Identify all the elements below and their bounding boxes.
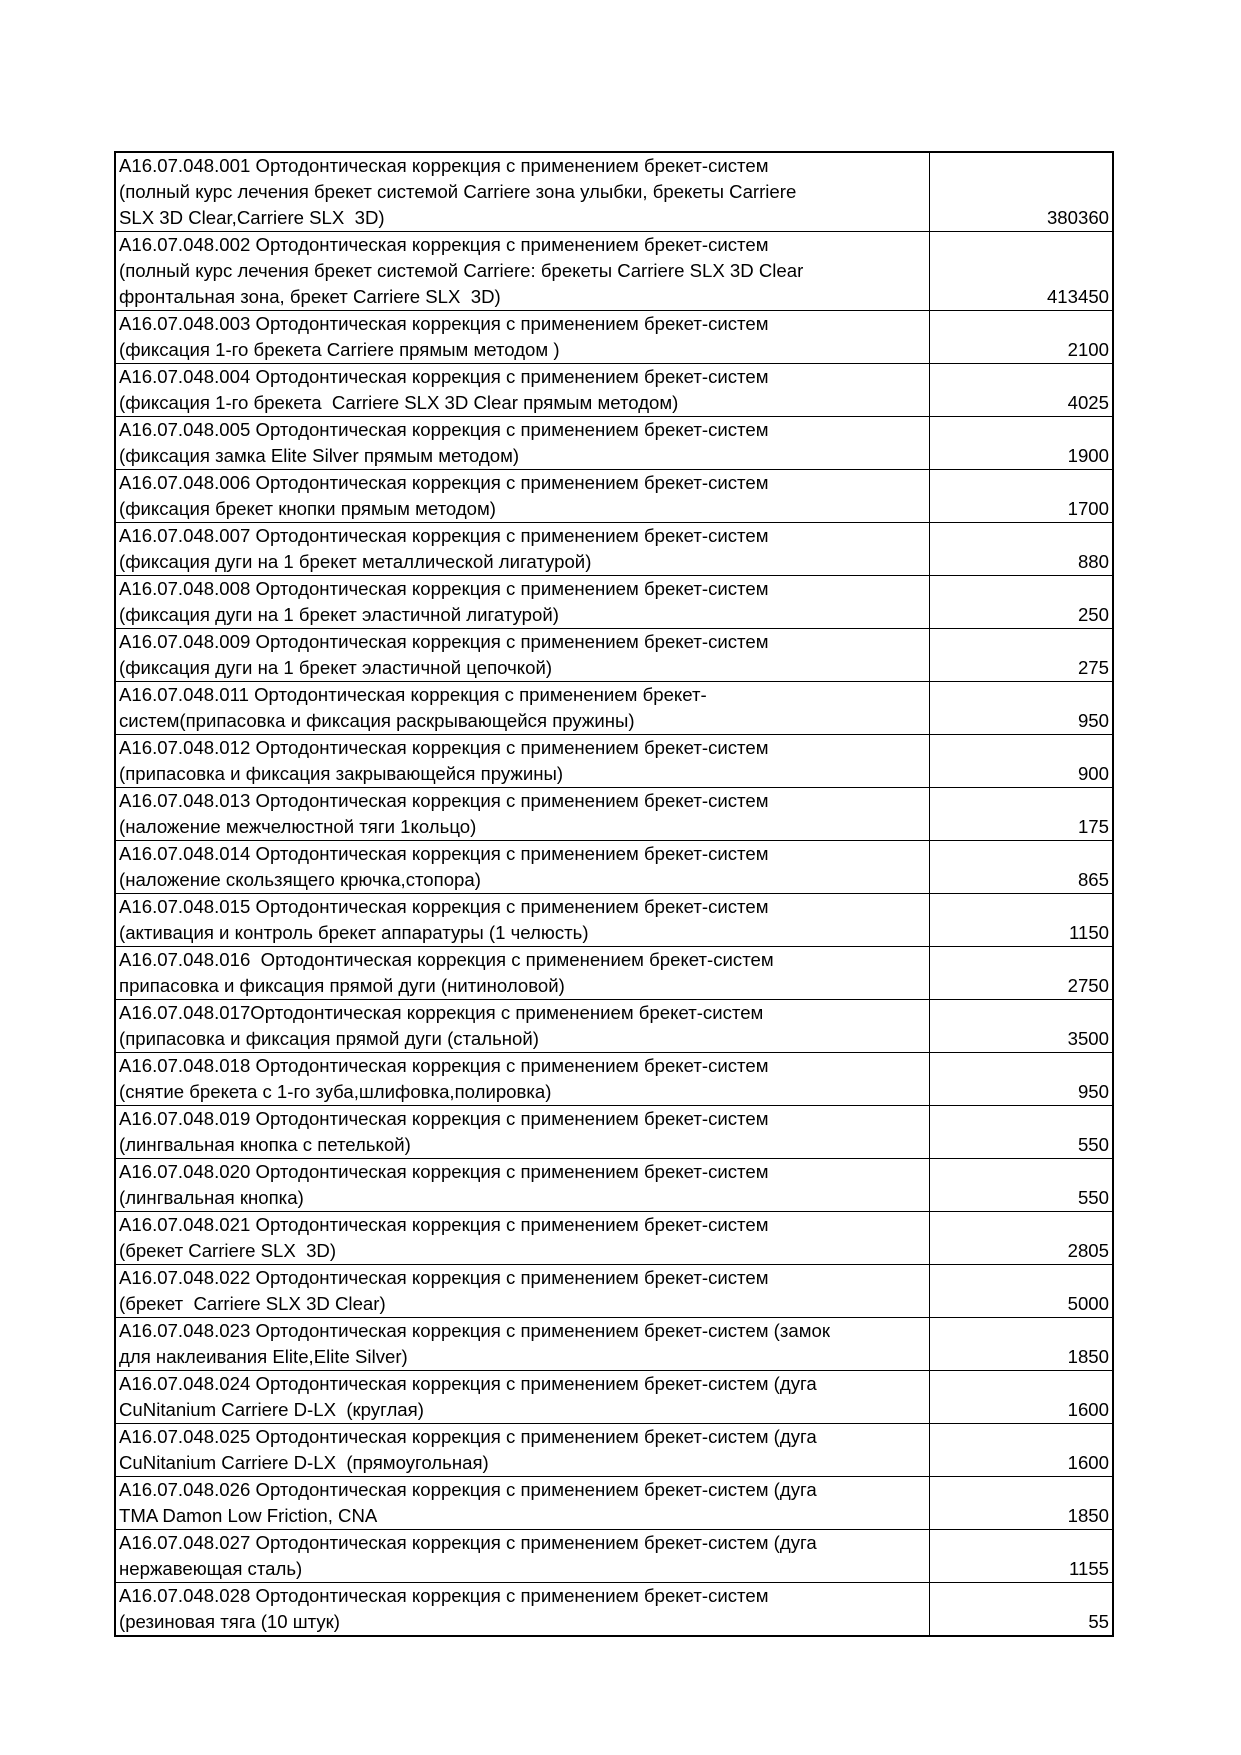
service-description-line: припасовка и фиксация прямой дуги (нитиноловой) — [119, 975, 565, 996]
service-description-line: CuNitanium Carriere D-LX (прямоугольная) — [119, 1452, 489, 1473]
service-description-line: А16.07.048.028 Ортодонтическая коррекция с применением брекет-систем — [119, 1585, 769, 1606]
service-price: 1850 — [930, 1318, 1114, 1371]
service-description-line: TMA Damon Low Friction, CNA — [119, 1505, 378, 1526]
service-description-line: А16.07.048.002 Ортодонтическая коррекция с применением брекет-систем — [119, 234, 769, 255]
service-price: 2750 — [930, 947, 1114, 1000]
service-description — [115, 152, 930, 232]
service-description-line: (снятие брекета с 1-го зуба,шлифовка,полировка) — [119, 1081, 552, 1102]
table-row — [115, 1159, 1113, 1212]
service-description-line: А16.07.048.017Ортодонтическая коррекция с применением брекет-систем — [119, 1002, 764, 1023]
service-description-line: А16.07.048.018 Ортодонтическая коррекция с применением брекет-систем — [119, 1055, 769, 1076]
service-price: 5000 — [930, 1265, 1114, 1318]
service-price: 250 — [930, 576, 1114, 629]
service-description-line: (припасовка и фиксация прямой дуги (стальной) — [119, 1028, 539, 1049]
service-description-line: (брекет Carriere SLX 3D Clear) — [119, 1293, 386, 1314]
service-price: 1150 — [930, 894, 1114, 947]
service-description-line: А16.07.048.022 Ортодонтическая коррекция с применением брекет-систем — [119, 1267, 769, 1288]
table-row — [115, 1000, 1113, 1053]
table-row — [115, 629, 1113, 682]
service-price: 550 — [930, 1106, 1114, 1159]
service-price: 2805 — [930, 1212, 1114, 1265]
service-price: 275 — [930, 629, 1114, 682]
service-description — [115, 576, 930, 629]
service-price: 1600 — [930, 1371, 1114, 1424]
service-description — [115, 1371, 930, 1424]
table-row — [115, 576, 1113, 629]
service-price: 3500 — [930, 1000, 1114, 1053]
service-description-line: А16.07.048.003 Ортодонтическая коррекция с применением брекет-систем — [119, 313, 769, 334]
service-price: 950 — [930, 682, 1114, 735]
service-price: 1850 — [930, 1477, 1114, 1530]
service-description-line: (фиксация замка Elite Silver прямым методом) — [119, 445, 520, 466]
price-table — [114, 151, 1114, 1637]
service-description-line: А16.07.048.013 Ортодонтическая коррекция с применением брекет-систем — [119, 790, 769, 811]
service-description — [115, 470, 930, 523]
service-description-line: систем(припасовка и фиксация раскрывающейся пружины) — [119, 710, 635, 731]
service-description — [115, 364, 930, 417]
service-description — [115, 682, 930, 735]
service-description — [115, 1106, 930, 1159]
table-row — [115, 523, 1113, 576]
service-description — [115, 1530, 930, 1583]
service-description-line: (наложение межчелюстной тяги 1кольцо) — [119, 816, 477, 837]
service-price: 413450 — [930, 232, 1114, 311]
service-price: 2100 — [930, 311, 1114, 364]
service-description-line: SLX 3D Clear,Carriere SLX 3D) — [119, 207, 385, 228]
service-price: 865 — [930, 841, 1114, 894]
table-row — [115, 470, 1113, 523]
service-description — [115, 232, 930, 311]
table-row — [115, 311, 1113, 364]
service-price: 1600 — [930, 1424, 1114, 1477]
table-row — [115, 1530, 1113, 1583]
table-row — [115, 417, 1113, 470]
service-description — [115, 1000, 930, 1053]
service-description-line: А16.07.048.006 Ортодонтическая коррекция с применением брекет-систем — [119, 472, 769, 493]
service-description-line: А16.07.048.014 Ортодонтическая коррекция с применением брекет-систем — [119, 843, 769, 864]
service-description-line: А16.07.048.021 Ортодонтическая коррекция с применением брекет-систем — [119, 1214, 769, 1235]
table-row — [115, 788, 1113, 841]
service-description-line: (фиксация дуги на 1 брекет металлической лигатурой) — [119, 551, 592, 572]
service-price: 380360 — [930, 152, 1114, 232]
service-description — [115, 894, 930, 947]
price-table-body — [115, 152, 1113, 1636]
service-description-line: А16.07.048.011 Ортодонтическая коррекция с применением брекет- — [119, 684, 707, 705]
service-description — [115, 417, 930, 470]
table-row — [115, 735, 1113, 788]
table-row — [115, 1424, 1113, 1477]
service-description — [115, 523, 930, 576]
table-row — [115, 947, 1113, 1000]
service-description-line: А16.07.048.016 Ортодонтическая коррекция с применением брекет-систем — [119, 949, 774, 970]
service-description-line: А16.07.048.001 Ортодонтическая коррекция с применением брекет-систем — [119, 155, 769, 176]
table-row — [115, 1053, 1113, 1106]
service-description-line: (резиновая тяга (10 штук) — [119, 1611, 341, 1632]
service-price: 900 — [930, 735, 1114, 788]
service-price: 175 — [930, 788, 1114, 841]
service-description — [115, 311, 930, 364]
service-description — [115, 735, 930, 788]
service-description-line: для наклеивания Elite,Elite Silver) — [119, 1346, 408, 1367]
table-row — [115, 841, 1113, 894]
service-price: 550 — [930, 1159, 1114, 1212]
service-description — [115, 1265, 930, 1318]
service-price: 1155 — [930, 1530, 1114, 1583]
service-description-line: А16.07.048.023 Ортодонтическая коррекция с применением брекет-систем (замок — [119, 1320, 830, 1341]
table-row — [115, 364, 1113, 417]
service-price: 880 — [930, 523, 1114, 576]
service-description-line: (лингвальная кнопка) — [119, 1187, 304, 1208]
service-price: 55 — [930, 1583, 1114, 1637]
service-description — [115, 1318, 930, 1371]
service-description-line: (фиксация брекет кнопки прямым методом) — [119, 498, 496, 519]
service-description-line: (наложение скользящего крючка,стопора) — [119, 869, 481, 890]
service-description-line: (лингвальная кнопка с петелькой) — [119, 1134, 411, 1155]
service-description-line: А16.07.048.020 Ортодонтическая коррекция с применением брекет-систем — [119, 1161, 769, 1182]
service-price: 4025 — [930, 364, 1114, 417]
service-description-line: (полный курс лечения брекет системой Carriere: брекеты Carriere SLX 3D Clear — [119, 260, 804, 281]
service-description-line: А16.07.048.009 Ортодонтическая коррекция с применением брекет-систем — [119, 631, 769, 652]
service-price: 950 — [930, 1053, 1114, 1106]
table-row — [115, 1371, 1113, 1424]
service-description-line: А16.07.048.024 Ортодонтическая коррекция с применением брекет-систем (дуга — [119, 1373, 817, 1394]
table-row — [115, 1106, 1113, 1159]
service-description-line: нержавеющая сталь) — [119, 1558, 303, 1579]
service-price: 1700 — [930, 470, 1114, 523]
service-description — [115, 1159, 930, 1212]
service-description-line: А16.07.048.026 Ортодонтическая коррекция с применением брекет-систем (дуга — [119, 1479, 817, 1500]
service-price: 1900 — [930, 417, 1114, 470]
service-description — [115, 1583, 930, 1637]
service-description-line: А16.07.048.027 Ортодонтическая коррекция с применением брекет-систем (дуга — [119, 1532, 817, 1553]
service-description-line: А16.07.048.015 Ортодонтическая коррекция с применением брекет-систем — [119, 896, 769, 917]
table-row — [115, 1265, 1113, 1318]
service-description-line: А16.07.048.007 Ортодонтическая коррекция с применением брекет-систем — [119, 525, 769, 546]
service-description-line: А16.07.048.025 Ортодонтическая коррекция с применением брекет-систем (дуга — [119, 1426, 817, 1447]
service-description-line: А16.07.048.012 Ортодонтическая коррекция с применением брекет-систем — [119, 737, 769, 758]
service-description — [115, 1053, 930, 1106]
service-description-line: (активация и контроль брекет аппаратуры (1 челюсть) — [119, 922, 589, 943]
service-description-line: (припасовка и фиксация закрывающейся пружины) — [119, 763, 564, 784]
service-description-line: (полный курс лечения брекет системой Carriere зона улыбки, брекеты Carriere — [119, 181, 797, 202]
service-description-line: CuNitanium Carriere D-LX (круглая) — [119, 1399, 424, 1420]
service-description — [115, 947, 930, 1000]
service-description-line: фронтальная зона, брекет Carriere SLX 3D) — [119, 286, 501, 307]
service-description-line: А16.07.048.019 Ортодонтическая коррекция с применением брекет-систем — [119, 1108, 769, 1129]
table-row — [115, 232, 1113, 311]
table-row — [115, 894, 1113, 947]
service-description-line: (фиксация 1-го брекета Carriere прямым методом ) — [119, 339, 560, 360]
service-description-line: А16.07.048.004 Ортодонтическая коррекция с применением брекет-систем — [119, 366, 769, 387]
service-description — [115, 1212, 930, 1265]
service-description-line: (фиксация дуги на 1 брекет эластичной цепочкой) — [119, 657, 553, 678]
table-row — [115, 1477, 1113, 1530]
service-description — [115, 1477, 930, 1530]
service-description-line: (брекет Carriere SLX 3D) — [119, 1240, 337, 1261]
service-description — [115, 788, 930, 841]
table-row — [115, 1212, 1113, 1265]
table-row — [115, 682, 1113, 735]
service-description-line: (фиксация 1-го брекета Carriere SLX 3D Clear прямым методом) — [119, 392, 679, 413]
service-description-line: А16.07.048.008 Ортодонтическая коррекция с применением брекет-систем — [119, 578, 769, 599]
table-row — [115, 1318, 1113, 1371]
service-description — [115, 1424, 930, 1477]
service-description — [115, 841, 930, 894]
service-description-line: (фиксация дуги на 1 брекет эластичной лигатурой) — [119, 604, 559, 625]
service-description — [115, 629, 930, 682]
service-description-line: А16.07.048.005 Ортодонтическая коррекция с применением брекет-систем — [119, 419, 769, 440]
table-row — [115, 1583, 1113, 1637]
table-row — [115, 152, 1113, 232]
